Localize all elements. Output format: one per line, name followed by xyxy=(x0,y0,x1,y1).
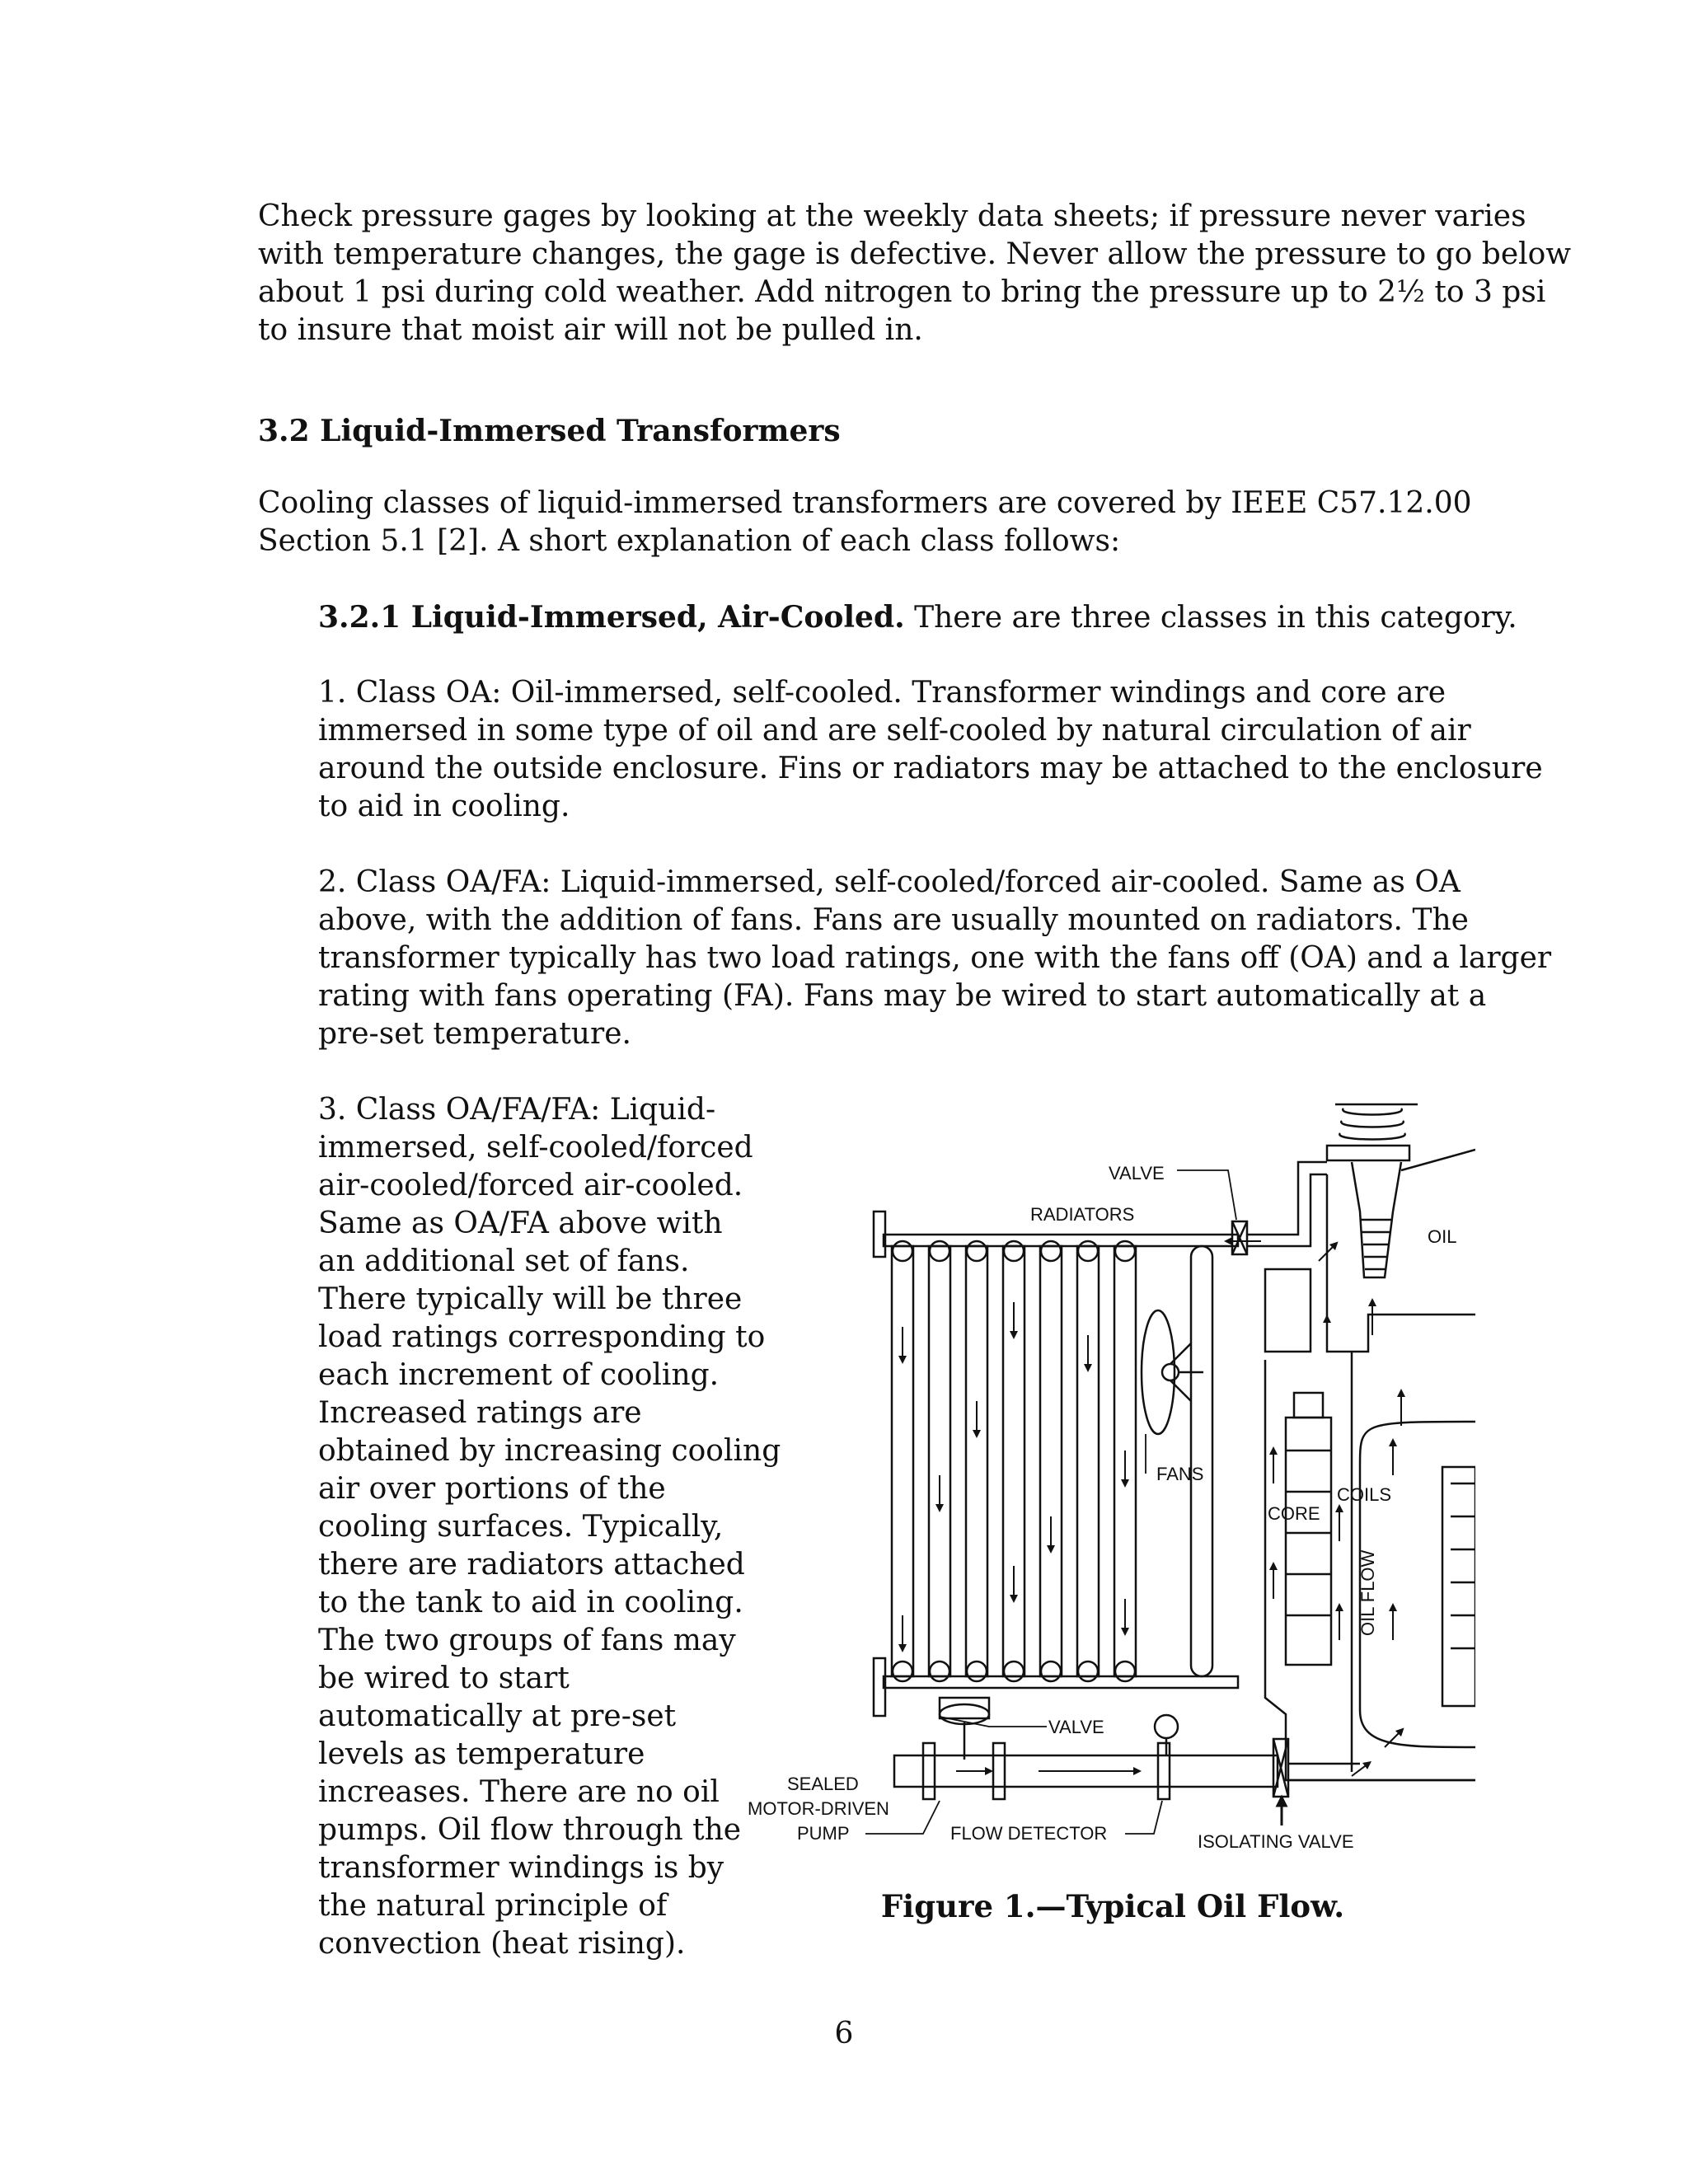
label-motor-driven: MOTOR-DRIVEN xyxy=(748,1798,889,1819)
class-oafa-line: rating with fans operating (FA). Fans may be wired to start automatically at a xyxy=(318,979,1487,1013)
section-line: Cooling classes of liquid-immersed transformers are covered by IEEE C57.12.00 xyxy=(258,486,1472,520)
class-oafafa-line: increases. There are no oil xyxy=(318,1775,720,1809)
class-oa-line: to aid in cooling. xyxy=(318,790,570,823)
bottom-piping xyxy=(894,1698,1475,1825)
class-oafafa-line: air-cooled/forced air-cooled. xyxy=(318,1169,743,1202)
label-sealed: SEALED xyxy=(787,1774,859,1794)
core-assembly xyxy=(1286,1393,1331,1665)
class-oafa-line: transformer typically has two load ratings, one with the fans off (OA) and a larger xyxy=(318,941,1552,975)
subsection-text: There are three classes in this category. xyxy=(904,601,1517,635)
class-oa-line: 1. Class OA: Oil-immersed, self-cooled. Transformer windings and core are xyxy=(318,676,1447,710)
class-oafafa-line: air over portions of the xyxy=(318,1472,666,1506)
class-oafafa-line: there are radiators attached xyxy=(318,1548,745,1582)
label-coils: COILS xyxy=(1337,1484,1392,1505)
label-isolating-valve: ISOLATING VALVE xyxy=(1198,1831,1354,1852)
top-piping xyxy=(1232,1162,1327,1352)
label-radiators: RADIATORS xyxy=(1030,1204,1135,1225)
class-oafafa-line: cooling surfaces. Typically, xyxy=(318,1510,724,1544)
class-oafafa-line: the natural principle of xyxy=(318,1889,668,1923)
label-flow-detector: FLOW DETECTOR xyxy=(950,1823,1108,1844)
intro-line: about 1 psi during cold weather. Add nitrogen to bring the pressure up to 2½ to 3 psi xyxy=(258,275,1546,309)
page-number: 6 xyxy=(834,2017,854,2050)
oil-flow-diagram xyxy=(742,1092,1475,1858)
bushing-icon xyxy=(1327,1104,1475,1277)
figure-caption: Figure 1.—Typical Oil Flow. xyxy=(880,1888,1345,1924)
figure-labels xyxy=(748,1163,1456,1852)
class-oafafa-line: each increment of cooling. xyxy=(318,1358,720,1392)
class-oafafa-line: Increased ratings are xyxy=(318,1396,642,1430)
section-heading: 3.2 Liquid-Immersed Transformers xyxy=(258,414,841,448)
label-oil-flow: OIL FLOW xyxy=(1357,1549,1378,1636)
fan-icon xyxy=(1142,1310,1203,1434)
subsection-paragraph xyxy=(318,598,1517,637)
section-paragraph xyxy=(258,485,1472,560)
oil-flow-figure xyxy=(742,1092,1475,1858)
label-pump: PUMP xyxy=(797,1823,850,1844)
intro-line: with temperature changes, the gage is defective. Never allow the pressure to go below xyxy=(258,237,1572,271)
class-oafafa-line: The two groups of fans may xyxy=(318,1624,736,1657)
class-oafafa-line: There typically will be three xyxy=(318,1282,743,1316)
class-oa-paragraph xyxy=(318,674,1543,826)
class-oafa-line: 2. Class OA/FA: Liquid-immersed, self-cooled/forced air-cooled. Same as OA xyxy=(318,865,1461,899)
subsection-heading: 3.2.1 Liquid-Immersed, Air-Cooled. xyxy=(318,600,905,635)
class-oafafa-line: Same as OA/FA above with xyxy=(318,1207,723,1240)
class-oafafa-line: immersed, self-cooled/forced xyxy=(318,1131,753,1165)
class-oafafa-line: to the tank to aid in cooling. xyxy=(318,1586,743,1619)
class-oafafa-line: obtained by increasing cooling xyxy=(318,1434,781,1468)
class-oafafa-line: convection (heat rising). xyxy=(318,1927,686,1961)
class-oafafa-line: be wired to start xyxy=(318,1661,570,1695)
label-valve-bottom: VALVE xyxy=(1048,1717,1104,1737)
intro-line: to insure that moist air will not be pulled in. xyxy=(258,313,923,347)
class-oafa-line: pre-set temperature. xyxy=(318,1017,631,1051)
class-oafafa-line: 3. Class OA/FA/FA: Liquid- xyxy=(318,1093,716,1127)
label-core: CORE xyxy=(1268,1503,1320,1524)
class-oafafa-paragraph xyxy=(318,1091,781,1963)
label-oil: OIL xyxy=(1428,1226,1457,1247)
radiator-flow-arrows xyxy=(903,1241,1261,1648)
section-line: Section 5.1 [2]. A short explanation of each class follows: xyxy=(258,524,1121,558)
class-oafafa-line: levels as temperature xyxy=(318,1737,645,1771)
intro-line: Check pressure gages by looking at the weekly data sheets; if pressure never varies xyxy=(258,199,1526,233)
transformer-tank xyxy=(1265,1174,1475,1780)
intro-paragraph xyxy=(258,198,1571,349)
class-oafafa-line: load ratings corresponding to xyxy=(318,1320,766,1354)
class-oafafa-line: automatically at pre-set xyxy=(318,1699,677,1733)
label-fans: FANS xyxy=(1156,1464,1204,1484)
class-oafafa-line: pumps. Oil flow through the xyxy=(318,1813,742,1847)
class-oa-line: around the outside enclosure. Fins or radiators may be attached to the enclosure xyxy=(318,752,1543,785)
class-oafa-line: above, with the addition of fans. Fans are usually mounted on radiators. The xyxy=(318,903,1469,937)
class-oafafa-line: an additional set of fans. xyxy=(318,1244,690,1278)
class-oa-line: immersed in some type of oil and are self-cooled by natural circulation of air xyxy=(318,714,1471,748)
class-oafafa-line: transformer windings is by xyxy=(318,1851,724,1885)
class-oafa-paragraph xyxy=(318,864,1551,1053)
label-valve-top: VALVE xyxy=(1109,1163,1165,1183)
